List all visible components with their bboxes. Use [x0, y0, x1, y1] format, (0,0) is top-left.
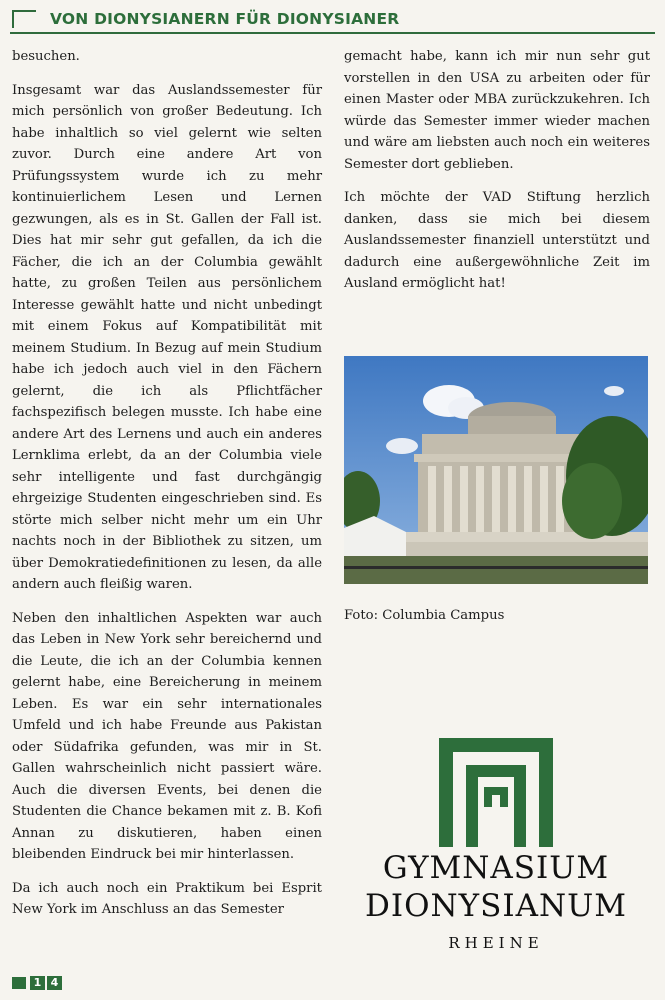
paragraph: Insgesamt war das Auslandssemester für mich persönlich von großer Bedeutung. Ich habe inhaltlich so viel gelernt wie selten zuvor. Durch eine andere Art von Prüfungssystem wurde ich zu mehr kontinuierlichem Lesen und Lernen gezwungen, als es in St. Gallen der Fall ist. Dies hat mir sehr gut gefallen, da ich die Fächer, die ich an der Columbia gewählt hatte, zu großen Teilen aus persönlichem Interesse gewählt hatte und nicht unbedingt mit einem Fokus auf Kompatibilität mit meinem Studium. In Bezug auf mein Studium habe ich jedoch auch viel in den Fächern gelernt, die ich als Pflichtfächer fachspezifisch belegen musste. Ich habe eine andere Art des Lernens und auch ein anderes Lernklima erlebt, da an der Columbia viele sehr intelligente und fast durchgängig ehrgeizige Studenten eingeschrieben sind. Es störte mich selber nicht mehr um ein Uhr nachts noch in der Bibliothek zu sitzen, um über Demokratiedefinitionen zu lesen, da alle andern auch fleißig waren.	[12, 82, 322, 592]
header-corner-mark	[12, 10, 36, 28]
page-number-digit: 1	[30, 976, 45, 990]
section-title: VON DIONYSIANERN FÜR DIONYSIANER	[50, 10, 400, 28]
school-logo-icon	[436, 735, 556, 847]
right-column	[344, 46, 650, 307]
footer-mark	[12, 977, 26, 989]
logo-text-gymnasium: GYMNASIUM	[382, 850, 610, 886]
logo-text-rheine: RHEINE	[448, 934, 544, 952]
paragraph: Da ich auch noch ein Praktikum bei Esprit New York im Anschluss an das Semester	[12, 880, 322, 917]
header-rule	[10, 32, 655, 34]
paragraph: besuchen.	[12, 49, 80, 64]
logo-text-dionysianum: DIONYSIANUM	[365, 888, 627, 924]
section-header	[10, 8, 655, 34]
paragraph: Neben den inhaltlichen Aspekten war auch das Leben in New York sehr bereichernd und die Leute, die ich an der Columbia kennen gelernt habe, eine Bereicherung in meinem Leben. Es war ein sehr internationales Umfeld und ich habe Freunde aus Pakistan oder Südafrika gefunden, was mir in St. Gallen wahrscheinlich nicht passiert wäre. Auch die diversen Events, bei denen die Studenten die Chance bekamen mit z. B. Kofi Annan zu diskutieren, haben einen bleibenden Eindruck bei mir hinterlassen.	[12, 610, 322, 862]
paragraph: Ich möchte der VAD Stiftung herzlich danken, dass sie mich bei diesem Auslandssemester finanziell unterstützt und dadurch eine außergewöhnliche Zeit im Ausland ermöglicht hat!	[344, 190, 650, 291]
campus-photo	[344, 356, 648, 584]
page-number-digit: 4	[47, 976, 62, 990]
left-column	[12, 46, 322, 933]
paragraph: gemacht habe, kann ich mir nun sehr gut vorstellen in den USA zu arbeiten oder für einen Master oder MBA zurückzukehren. Ich würde das Semester immer wieder machen und wäre am liebsten auch noch ein weiteres Semester dort geblieben.	[344, 49, 650, 172]
photo-caption: Foto: Columbia Campus	[344, 608, 505, 623]
